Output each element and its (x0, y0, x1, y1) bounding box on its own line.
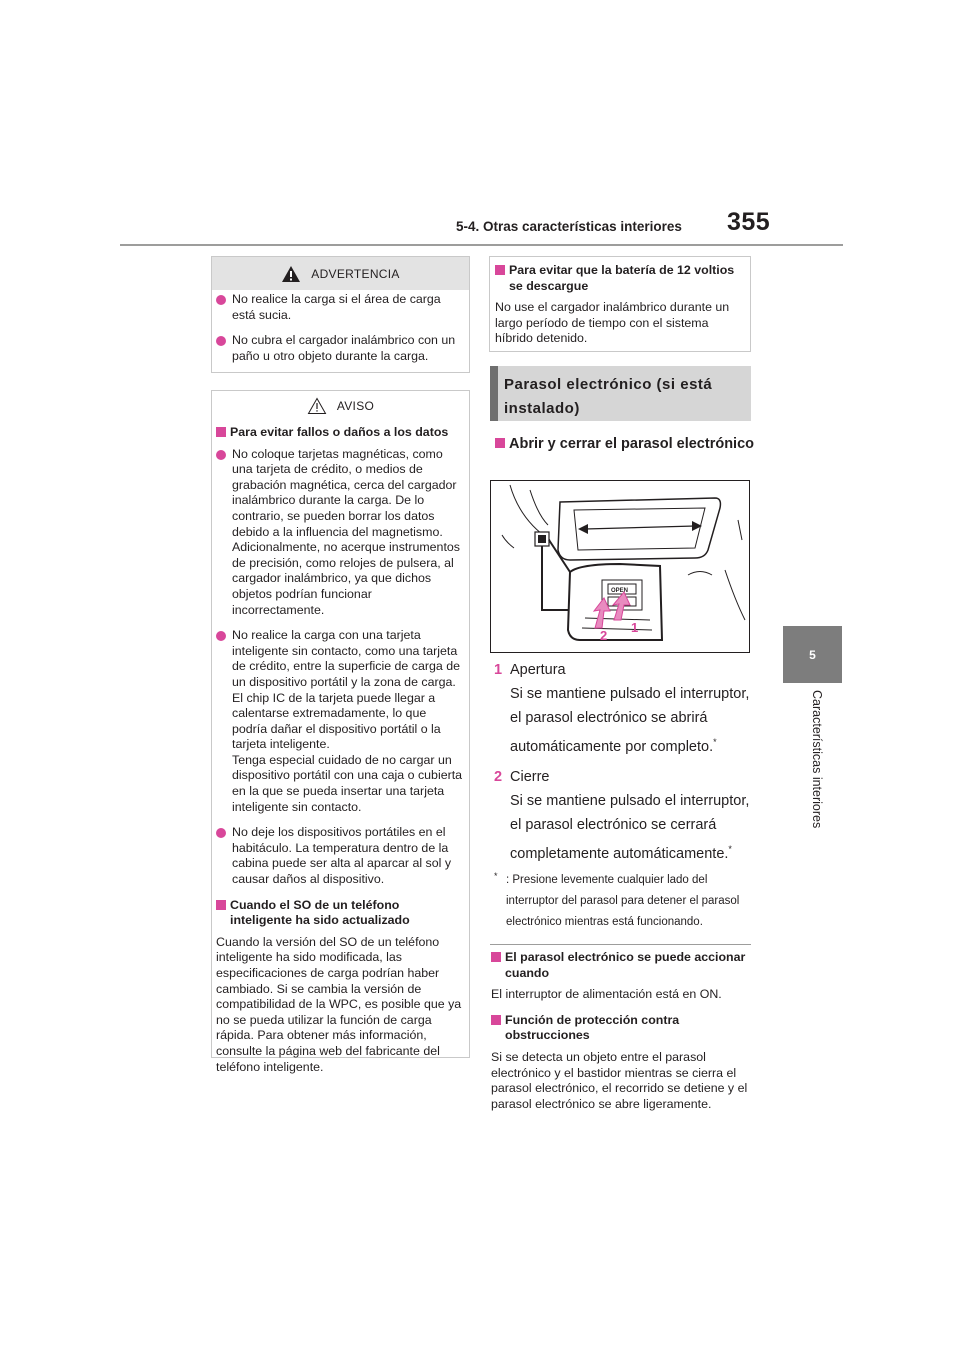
footnote-mark: * (728, 843, 732, 854)
note-text: El interruptor de alimentación está en ON. (491, 987, 722, 1002)
page-number: 355 (727, 208, 771, 236)
step-text: Si se mantiene pulsado el interruptor, el parasol electrónico se abrirá automáticamente por completo. (510, 686, 750, 755)
notice-subtitle (216, 425, 464, 441)
bullet-icon (216, 450, 226, 460)
notice-item (216, 825, 464, 887)
note-text: Si se detecta un objeto entre el parasol electrónico y el bastidor mientras se cierra el parasol electrónico, el recorrido se detiene y el parasol electrónico se abre ligeramente. (491, 1049, 748, 1111)
step-text: Si se mantiene pulsado el interruptor, el parasol electrónico se cerrará completamente automáticamente. (510, 792, 750, 862)
notice-item-text: No coloque tarjetas magnéticas, como una tarjeta de crédito, o medios de grabación magnética, cerca del cargador inalámbrico durante la carga. De lo contrario, se pueden borrar los datos debido a la influencia del magnetismo. Adicionalmente, no acerque instrumentos de precisión, como relojes de pulsera, al cargador inalámbrico, ya que dichos objetos podrían funcionar incorrectamente. (232, 446, 460, 617)
chapter-label: Características interiores (810, 690, 824, 829)
step-number: 2 (494, 768, 503, 785)
note-title-text: Función de protección contra obstrucciones (505, 1012, 680, 1043)
notice-subtitle-text: Cuando el SO de un teléfono inteligente ha sido actualizado (230, 897, 410, 928)
note-title (491, 1013, 749, 1044)
footnote-symbol: * (494, 870, 498, 881)
subheading (495, 433, 759, 456)
heading-accent (490, 366, 498, 421)
callout-2: 2 (600, 628, 608, 643)
footnote (494, 870, 752, 933)
warning-item-text: No cubra el cargador inalámbrico con un paño u otro objeto durante la carga. (232, 333, 456, 363)
battery-text: No use el cargador inalámbrico durante un largo período de tiempo con el sistema híbrido detenido. (495, 300, 730, 346)
note-title (491, 950, 749, 981)
subheading-text: Abrir y cerrar el parasol electrónico (509, 436, 754, 452)
square-bullet-icon (495, 438, 505, 448)
warning-title: ADVERTENCIA (311, 266, 400, 281)
notice-subtitle (216, 898, 464, 929)
footnote-text: : Presione levemente cualquier lado del interruptor del parasol para detener el parasol electrónico mientras está funcionando. (506, 873, 740, 928)
sunshade-illustration (490, 480, 750, 653)
warning-item (216, 292, 464, 323)
bullet-icon (216, 336, 226, 346)
notice-paragraph: Cuando la versión del SO de un teléfono inteligente ha sido modificada, las especificaciones de carga podrían haber cambiado. Si se cambia la versión de compatibilidad de la WPC, es posible que ya no se pueda utilizar la función de carga rápida. Para obtener más información, consulte la página web del fabricante del teléfono inteligente. (216, 934, 462, 1074)
steps-list (494, 658, 752, 933)
header-rule (120, 244, 843, 246)
notice-item-text: No deje los dispositivos portátiles en el habitáculo. La temperatura dentro de la cabina puede ser alta al aparcar al sol y causar daños al dispositivo. (232, 825, 452, 887)
section-divider (490, 944, 751, 945)
notes-list (491, 950, 749, 1112)
bullet-icon (216, 828, 226, 838)
warning-triangle-icon (281, 265, 301, 283)
battery-title (495, 263, 745, 294)
caution-triangle-icon (307, 397, 327, 415)
battery-content (495, 263, 745, 347)
notice-item-text: Tenga especial cuidado de no cargar un dispositivo portátil con una caja o cubierta en la que se pueda insertar una tarjeta inteligente sin contacto. (232, 752, 463, 814)
sunshade-figure (490, 480, 750, 653)
square-bullet-icon (216, 900, 226, 910)
notice-banner (212, 391, 469, 421)
bullet-icon (216, 295, 226, 305)
chapter-tab[interactable]: 5 (783, 626, 842, 683)
notice-item-text: No realice la carga con una tarjeta inteligente sin contacto, como una tarjeta de crédito, entre la superficie de carga de un dispositivo portátil y la zona de carga. El chip IC de la tarjeta puede llegar a calentarse extremadamente, lo que podría dañar el dispositivo portátil o la tarjeta inteligente. (232, 628, 460, 752)
section-heading (490, 366, 751, 421)
square-bullet-icon (491, 1015, 501, 1025)
step-number: 1 (494, 662, 503, 678)
open-label: OPEN (611, 588, 629, 594)
bullet-icon (216, 631, 226, 641)
step-title: Cierre (510, 768, 550, 785)
section-header: 5-4. Otras características interiores (456, 219, 682, 234)
warning-banner (212, 257, 469, 290)
warning-list (216, 292, 464, 364)
warning-item (216, 333, 464, 364)
step-item (494, 658, 752, 759)
battery-title-text: Para evitar que la batería de 12 voltios se descargue (509, 263, 735, 293)
step-title: Apertura (510, 662, 566, 678)
callout-1: 1 (631, 620, 639, 635)
square-bullet-icon (216, 427, 226, 437)
note-title-text: El parasol electrónico se puede accionar cuando (505, 950, 746, 980)
notice-content (216, 425, 464, 1075)
step-item (494, 765, 752, 866)
step-text-wrap (494, 789, 752, 866)
notice-title: AVISO (336, 399, 375, 413)
square-bullet-icon (495, 265, 505, 275)
notice-subtitle-text: Para evitar fallos o daños a los datos (230, 425, 449, 439)
footnote-mark: * (713, 737, 717, 747)
square-bullet-icon (491, 952, 501, 962)
notice-item (216, 628, 464, 815)
notice-item (216, 447, 464, 619)
step-text-wrap (494, 682, 752, 759)
section-heading-text: Parasol electrónico (si está instalado) (504, 376, 713, 417)
warning-item-text: No realice la carga si el área de carga está sucia. (232, 292, 441, 322)
